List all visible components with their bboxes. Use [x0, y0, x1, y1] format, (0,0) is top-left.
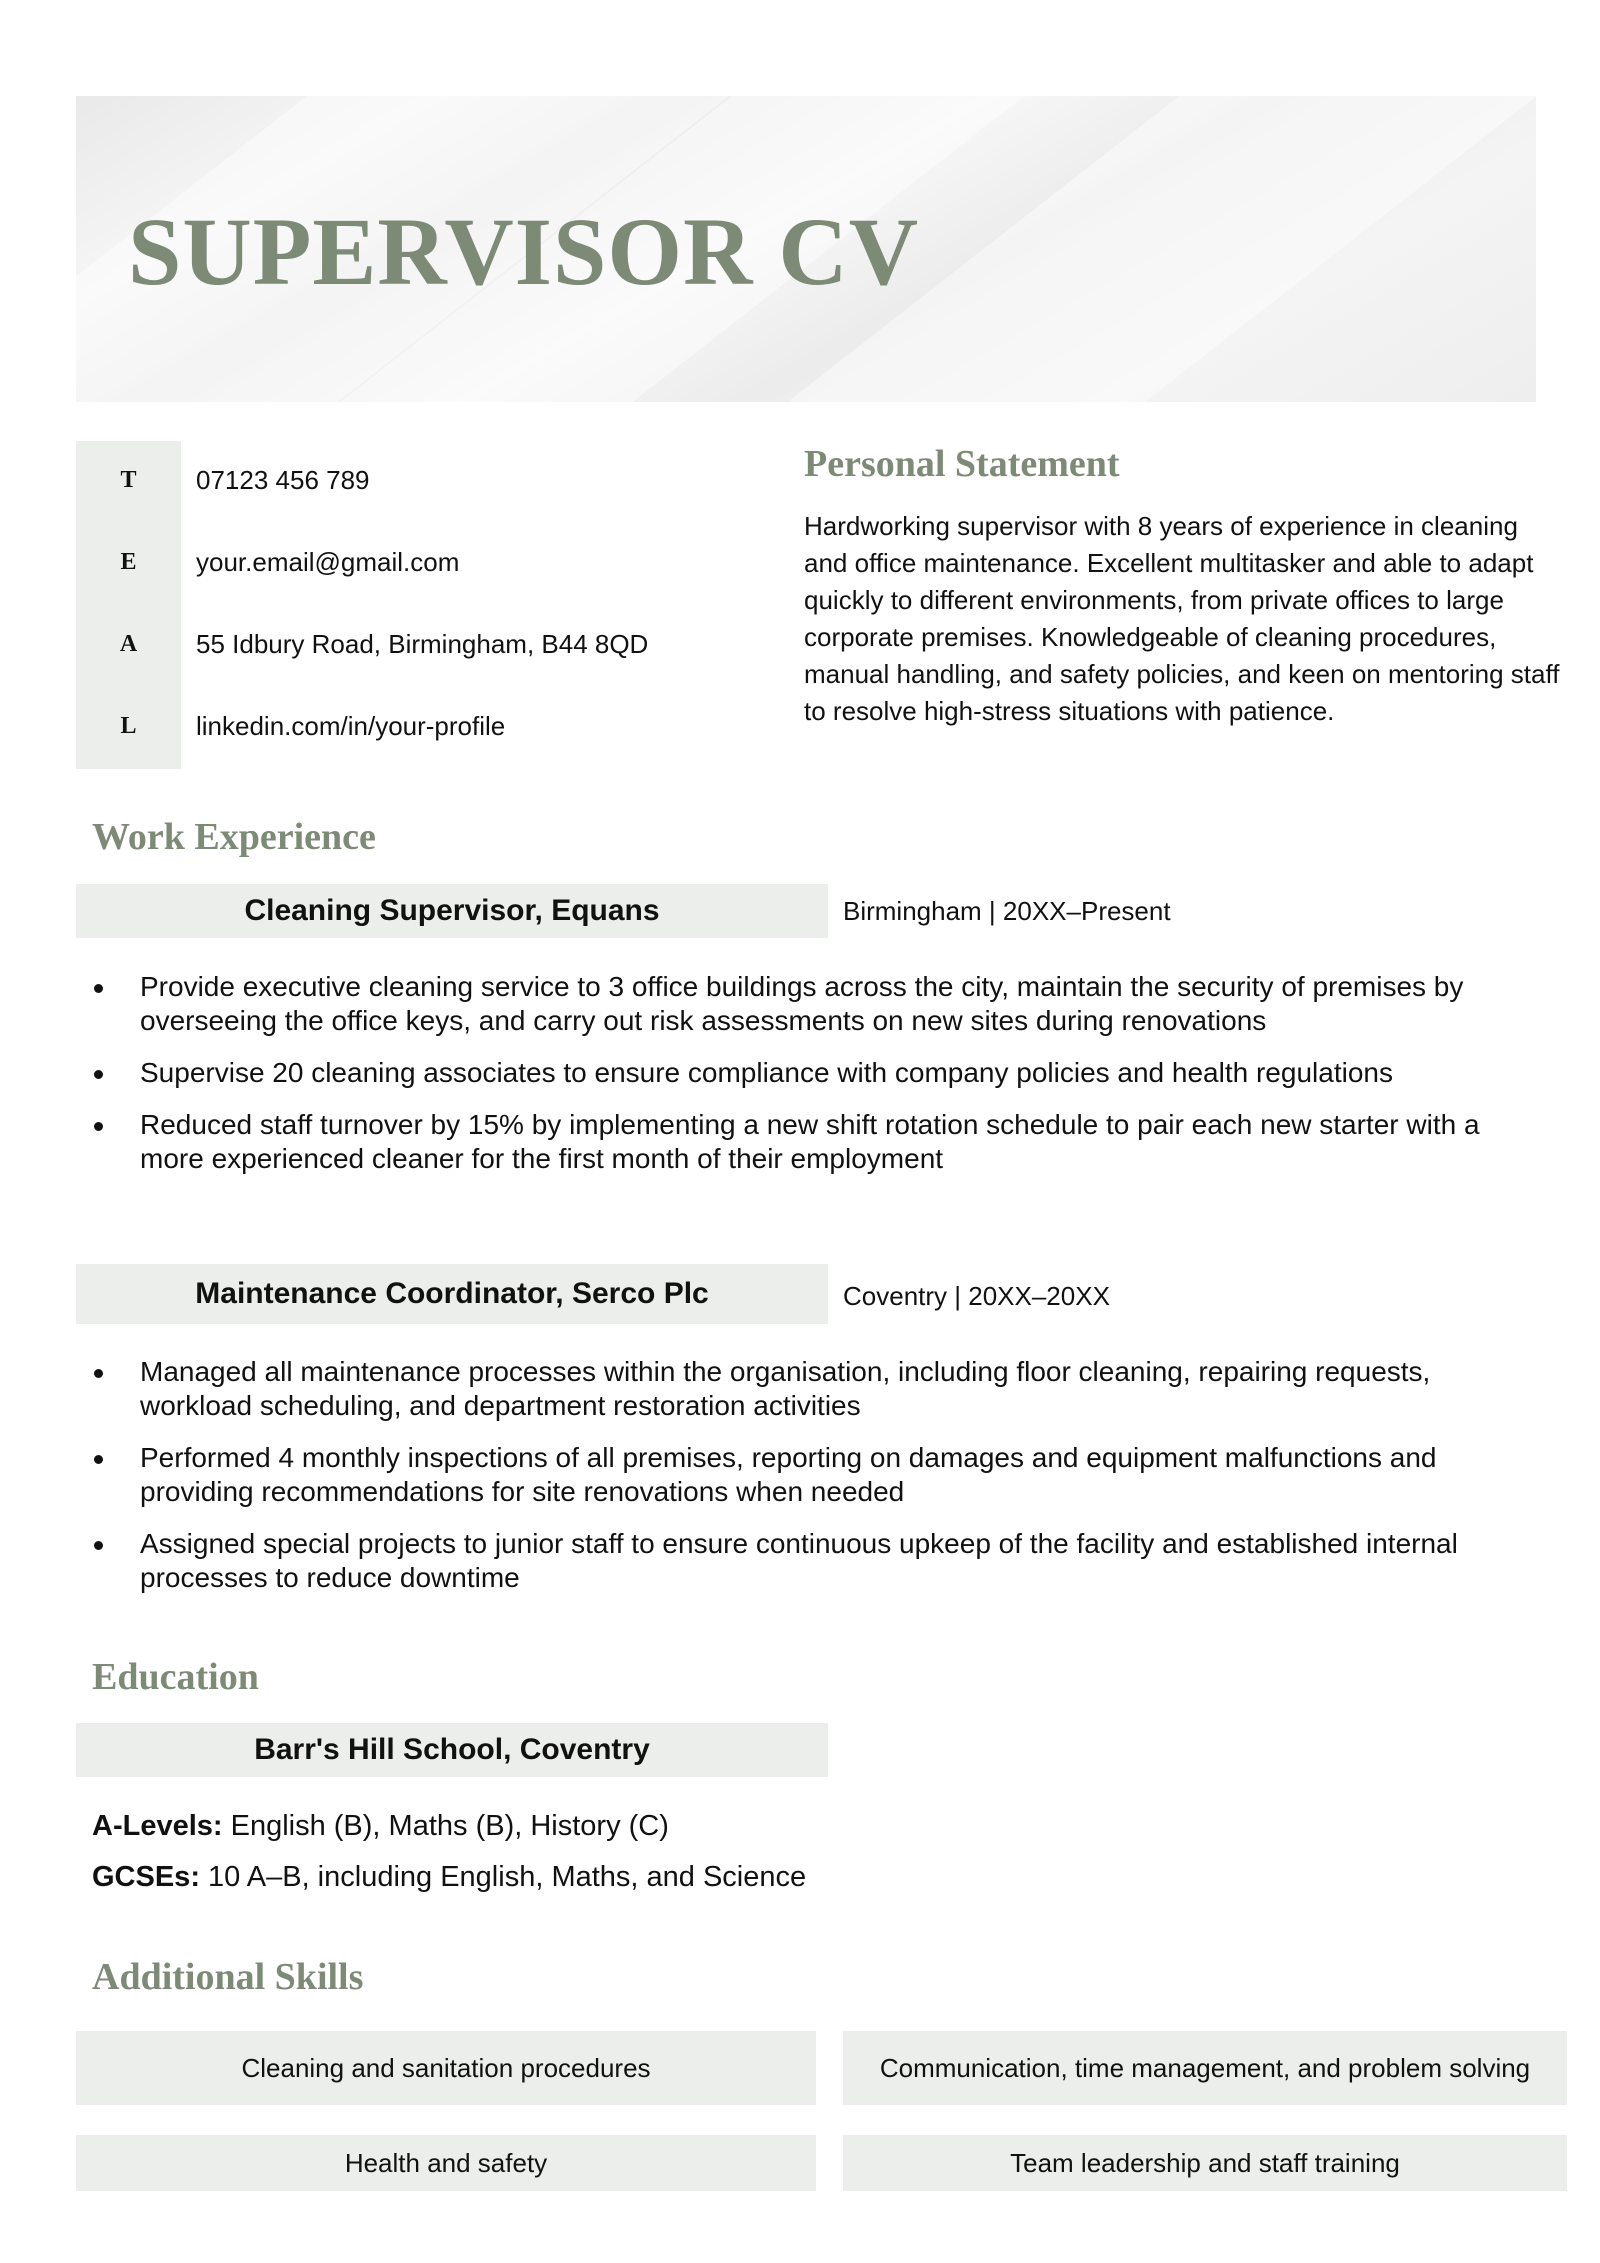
- job-bullets: [92, 1355, 1512, 1613]
- skill-item: Communication, time management, and problem solving: [843, 2031, 1567, 2105]
- linkedin-link[interactable]: linkedin.com/in/your-profile: [196, 711, 506, 741]
- page-title: SUPERVISOR CV: [128, 198, 920, 305]
- contact-letter: T: [120, 467, 137, 493]
- contact-phone: [76, 441, 776, 523]
- personal-statement-heading: Personal Statement: [804, 443, 1120, 485]
- job-location-dates: Coventry | 20XX–20XX: [843, 1281, 1110, 1311]
- contact-letter: E: [120, 549, 137, 575]
- list-item: Performed 4 monthly inspections of all premises, reporting on damages and equipment malfunctions and providing recommendations for site renovations when needed: [92, 1441, 1512, 1509]
- contact-linkedin: [76, 687, 776, 769]
- contact-address: [76, 605, 776, 687]
- job-title-bar: Maintenance Coordinator, Serco Plc: [76, 1264, 828, 1324]
- email-address[interactable]: your.email@gmail.com: [196, 547, 460, 577]
- contact-email: [76, 523, 776, 605]
- job-title-bar: Cleaning Supervisor, Equans: [76, 884, 828, 938]
- school-name-bar: Barr's Hill School, Coventry: [76, 1723, 828, 1777]
- job-bullets: [92, 970, 1512, 1194]
- list-item: Managed all maintenance processes within the organisation, including floor cleaning, repairing requests, workload scheduling, and department restoration activities: [92, 1355, 1512, 1423]
- list-item: Reduced staff turnover by 15% by implementing a new shift rotation schedule to pair each new starter with a more experienced cleaner for the first month of their employment: [92, 1108, 1512, 1176]
- skill-item: Cleaning and sanitation procedures: [76, 2031, 816, 2105]
- education-line: [92, 1861, 806, 1894]
- postal-address: 55 Idbury Road, Birmingham, B44 8QD: [196, 629, 649, 659]
- contact-letter: L: [120, 713, 137, 739]
- education-label: GCSEs:: [92, 1861, 200, 1893]
- work-experience-heading: Work Experience: [92, 816, 376, 858]
- education-value: English (B), Maths (B), History (C): [222, 1810, 669, 1842]
- personal-statement-text: Hardworking supervisor with 8 years of experience in cleaning and office maintenance. Excellent multitasker and able to adapt quickly to different environments, from private offices to large corporate premises. Knowledgeable of cleaning procedures, manual handling, and safety policies, and keen on mentoring staff to resolve high-stress situations with patience.: [804, 511, 1560, 726]
- skill-item: Team leadership and staff training: [843, 2135, 1567, 2191]
- list-item: Provide executive cleaning service to 3 office buildings across the city, maintain the security of premises by overseeing the office keys, and carry out risk assessments on new sites during renovations: [92, 970, 1512, 1038]
- job-location-dates: Birmingham | 20XX–Present: [843, 896, 1171, 926]
- contact-block: [76, 441, 776, 769]
- header-banner: [76, 96, 1536, 402]
- education-line: [92, 1810, 669, 1843]
- skills-heading: Additional Skills: [92, 1956, 364, 1998]
- list-item: Supervise 20 cleaning associates to ensure compliance with company policies and health regulations: [92, 1056, 1512, 1090]
- contact-letter: A: [119, 631, 138, 657]
- education-label: A-Levels:: [92, 1810, 223, 1842]
- list-item: Assigned special projects to junior staff to ensure continuous upkeep of the facility and established internal processes to reduce downtime: [92, 1527, 1512, 1595]
- education-heading: Education: [92, 1656, 259, 1698]
- education-value: 10 A–B, including English, Maths, and Science: [199, 1861, 807, 1893]
- skill-item: Health and safety: [76, 2135, 816, 2191]
- phone-number[interactable]: 07123 456 789: [196, 465, 370, 495]
